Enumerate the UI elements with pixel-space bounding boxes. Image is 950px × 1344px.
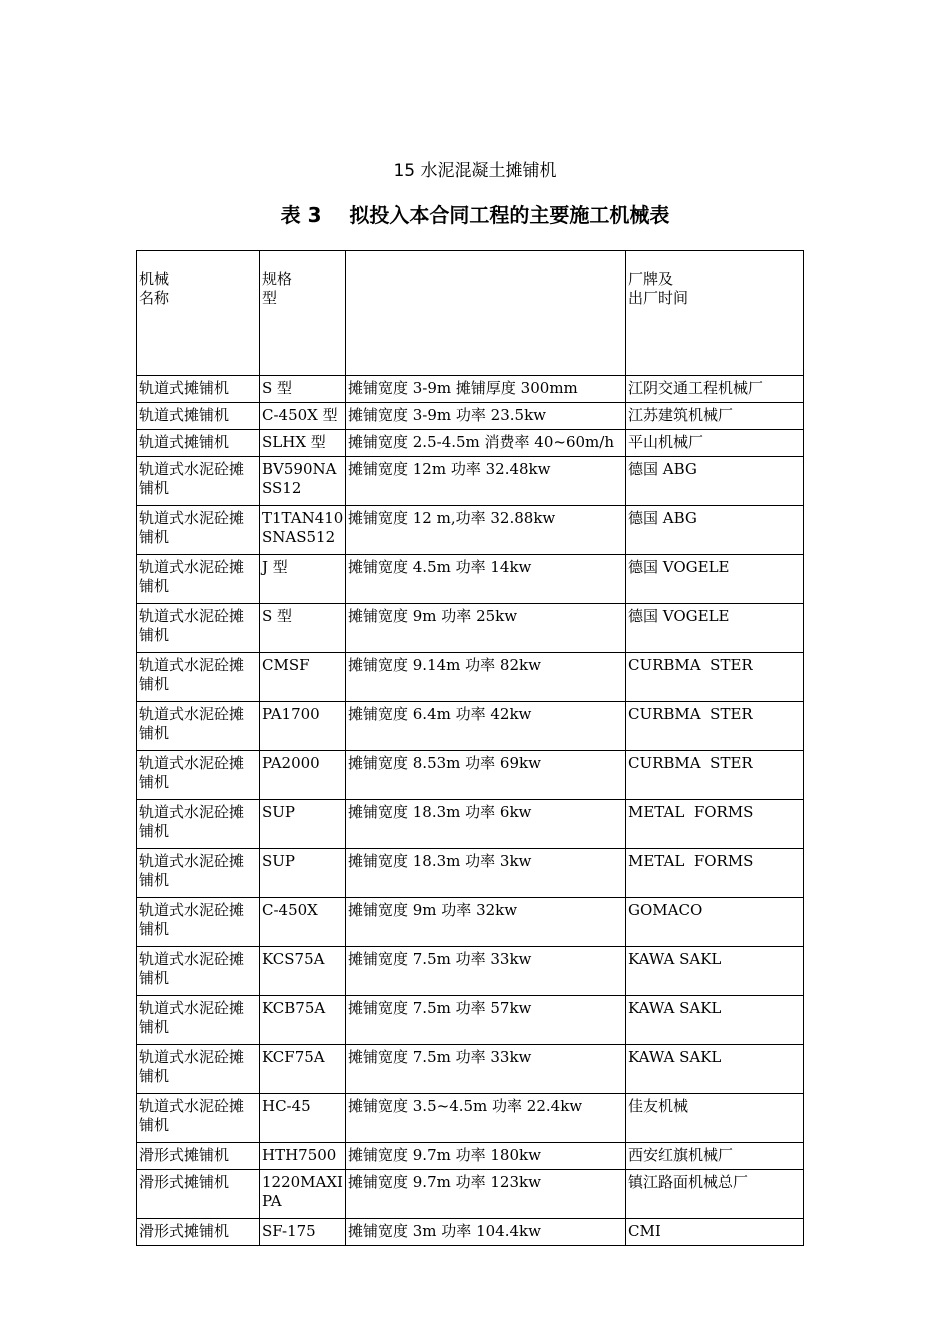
cell-parameters: 摊铺宽度 4.5m 功率 14kw [346,555,626,604]
cell-parameters: 摊铺宽度 3-9m 功率 23.5kw [346,403,626,430]
cell-spec-model: KCF75A [260,1045,346,1094]
cell-machine-name: 轨道式水泥砼摊铺机 [137,702,260,751]
cell-spec-model: T1TAN410SNAS512 [260,506,346,555]
table-row [137,604,804,653]
cell-manufacturer: 江苏建筑机械厂 [626,403,804,430]
cell-parameters: 摊铺宽度 9.14m 功率 82kw [346,653,626,702]
cell-spec-model: S 型 [260,604,346,653]
cell-parameters: 摊铺宽度 9.7m 功率 180kw [346,1143,626,1170]
cell-manufacturer: GOMACO [626,898,804,947]
cell-spec-model: KCS75A [260,947,346,996]
table-header-row [137,251,804,376]
cell-manufacturer: METAL FORMS [626,849,804,898]
cell-manufacturer: KAWA SAKL [626,947,804,996]
cell-parameters: 摊铺宽度 12m 功率 32.48kw [346,457,626,506]
cell-spec-model: S 型 [260,376,346,403]
cell-machine-name: 轨道式水泥砼摊铺机 [137,800,260,849]
cell-parameters: 摊铺宽度 2.5-4.5m 消费率 40~60m/h [346,430,626,457]
header-manufacturer: 厂牌及 出厂时间 [626,251,804,376]
table-row [137,506,804,555]
table-row [137,898,804,947]
cell-parameters: 摊铺宽度 3m 功率 104.4kw [346,1219,626,1246]
table-title: 表 3 拟投入本合同工程的主要施工机械表 [280,203,670,227]
cell-manufacturer: 西安红旗机械厂 [626,1143,804,1170]
cell-machine-name: 轨道式摊铺机 [137,376,260,403]
cell-machine-name: 轨道式水泥砼摊铺机 [137,653,260,702]
cell-spec-model: SUP [260,849,346,898]
cell-parameters: 摊铺宽度 7.5m 功率 57kw [346,996,626,1045]
cell-machine-name: 轨道式水泥砼摊铺机 [137,1094,260,1143]
table-row [137,403,804,430]
table-row [137,653,804,702]
cell-parameters: 摊铺宽度 18.3m 功率 3kw [346,849,626,898]
cell-manufacturer: KAWA SAKL [626,996,804,1045]
cell-manufacturer: CMI [626,1219,804,1246]
cell-spec-model: HTH7500 [260,1143,346,1170]
cell-spec-model: SUP [260,800,346,849]
cell-parameters: 摊铺宽度 7.5m 功率 33kw [346,1045,626,1094]
table-row [137,800,804,849]
cell-parameters: 摊铺宽度 12 m,功率 32.88kw [346,506,626,555]
cell-machine-name: 滑形式摊铺机 [137,1170,260,1219]
cell-machine-name: 轨道式水泥砼摊铺机 [137,1045,260,1094]
cell-manufacturer: CURBMA STER [626,702,804,751]
cell-parameters: 摊铺宽度 3-9m 摊铺厚度 300mm [346,376,626,403]
cell-machine-name: 滑形式摊铺机 [137,1143,260,1170]
cell-spec-model: C-450X 型 [260,403,346,430]
cell-spec-model: KCB75A [260,996,346,1045]
cell-machine-name: 轨道式水泥砼摊铺机 [137,751,260,800]
cell-spec-model: BV590NASS12 [260,457,346,506]
cell-spec-model: HC-45 [260,1094,346,1143]
table-row [137,1143,804,1170]
cell-spec-model: 1220MAXIPA [260,1170,346,1219]
table-row [137,376,804,403]
table-row [137,1094,804,1143]
cell-machine-name: 轨道式水泥砼摊铺机 [137,996,260,1045]
cell-parameters: 摊铺宽度 9m 功率 32kw [346,898,626,947]
cell-manufacturer: 德国 ABG [626,506,804,555]
cell-manufacturer: METAL FORMS [626,800,804,849]
header-machine-name: 机械 名称 [137,251,260,376]
cell-manufacturer: 镇江路面机械总厂 [626,1170,804,1219]
table-row [137,751,804,800]
table-row [137,555,804,604]
cell-machine-name: 轨道式水泥砼摊铺机 [137,457,260,506]
cell-machine-name: 轨道式水泥砼摊铺机 [137,947,260,996]
cell-parameters: 摊铺宽度 18.3m 功率 6kw [346,800,626,849]
cell-spec-model: PA2000 [260,751,346,800]
cell-parameters: 摊铺宽度 3.5~4.5m 功率 22.4kw [346,1094,626,1143]
table-row [137,849,804,898]
cell-parameters: 摊铺宽度 7.5m 功率 33kw [346,947,626,996]
table-row [137,1170,804,1219]
cell-spec-model: J 型 [260,555,346,604]
cell-spec-model: CMSF [260,653,346,702]
cell-machine-name: 滑形式摊铺机 [137,1219,260,1246]
cell-spec-model: SLHX 型 [260,430,346,457]
table-row [137,996,804,1045]
table-row [137,430,804,457]
cell-manufacturer: 平山机械厂 [626,430,804,457]
cell-machine-name: 轨道式水泥砼摊铺机 [137,898,260,947]
table-row [137,457,804,506]
cell-manufacturer: 江阴交通工程机械厂 [626,376,804,403]
table-row [137,702,804,751]
cell-machine-name: 轨道式水泥砼摊铺机 [137,604,260,653]
table-row [137,947,804,996]
machinery-table-body [137,251,804,1246]
cell-machine-name: 轨道式水泥砼摊铺机 [137,506,260,555]
cell-spec-model: PA1700 [260,702,346,751]
cell-machine-name: 轨道式水泥砼摊铺机 [137,849,260,898]
cell-spec-model: C-450X [260,898,346,947]
header-parameters [346,251,626,376]
machinery-table [136,250,804,1246]
section-subtitle: 15 水泥混凝土摊铺机 [393,161,557,181]
table-row [137,1219,804,1246]
cell-manufacturer: 佳友机械 [626,1094,804,1143]
cell-manufacturer: 德国 VOGELE [626,555,804,604]
cell-spec-model: SF-175 [260,1219,346,1246]
cell-manufacturer: KAWA SAKL [626,1045,804,1094]
cell-manufacturer: 德国 ABG [626,457,804,506]
cell-parameters: 摊铺宽度 9.7m 功率 123kw [346,1170,626,1219]
cell-parameters: 摊铺宽度 9m 功率 25kw [346,604,626,653]
header-spec-model: 规格 型 [260,251,346,376]
cell-parameters: 摊铺宽度 6.4m 功率 42kw [346,702,626,751]
cell-manufacturer: CURBMA STER [626,653,804,702]
cell-machine-name: 轨道式摊铺机 [137,403,260,430]
table-row [137,1045,804,1094]
cell-parameters: 摊铺宽度 8.53m 功率 69kw [346,751,626,800]
cell-machine-name: 轨道式水泥砼摊铺机 [137,555,260,604]
cell-manufacturer: CURBMA STER [626,751,804,800]
cell-manufacturer: 德国 VOGELE [626,604,804,653]
cell-machine-name: 轨道式摊铺机 [137,430,260,457]
